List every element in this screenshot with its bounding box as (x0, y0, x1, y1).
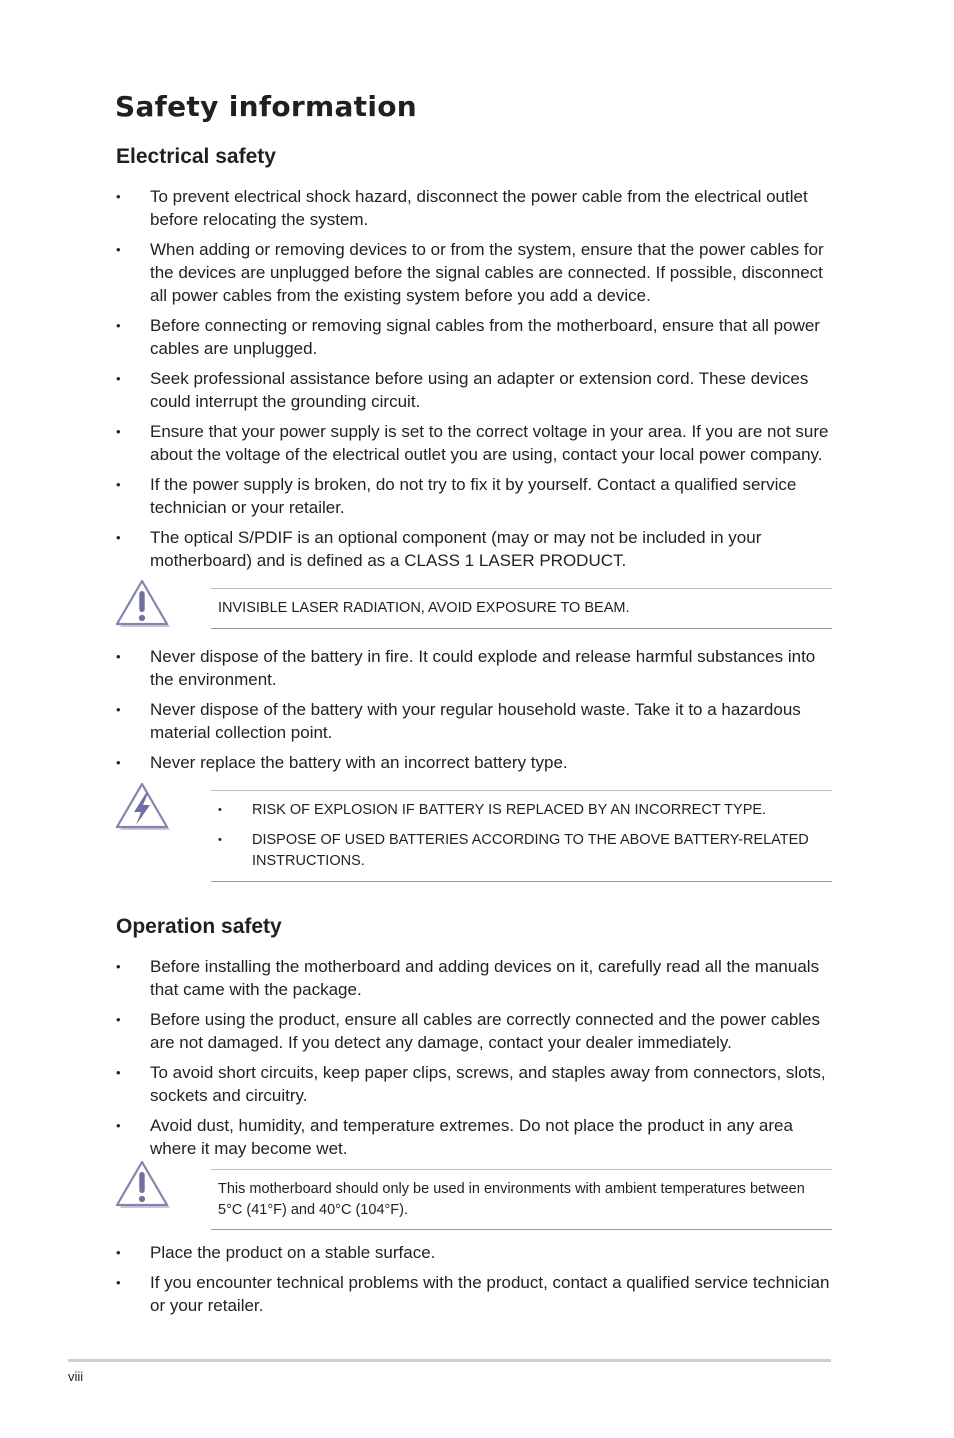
note-list-item (218, 830, 832, 872)
bullet: • (116, 755, 121, 770)
bullet: • (116, 189, 121, 204)
list-item-text: Seek professional assistance before using an adapter or extension cord. These devices could interrupt the grounding circuit. (150, 369, 809, 411)
bullet: • (116, 959, 121, 974)
list-item-text: Never dispose of the battery with your regular household waste. Take it to a hazardous material collection point. (150, 700, 801, 742)
list-item (116, 367, 836, 413)
note-box (211, 588, 832, 629)
warning-lightning-icon (112, 783, 172, 833)
list-item-text: Ensure that your power supply is set to the correct voltage in your area. If you are not sure about the voltage of the electrical outlet you are using, contact your local power company. (150, 422, 829, 464)
list-item-text: Before installing the motherboard and adding devices on it, carefully read all the manuals that came with the package. (150, 957, 820, 999)
list-item (116, 420, 836, 466)
note-text: INVISIBLE LASER RADIATION, AVOID EXPOSURE TO BEAM. (218, 600, 630, 616)
list-item (116, 645, 836, 691)
note-list-item (218, 800, 832, 821)
list-item (116, 1061, 836, 1107)
bullet: • (116, 1012, 121, 1027)
list-item (116, 1241, 836, 1264)
battery-safety-list (116, 645, 836, 781)
operation-safety-heading: Operation safety (116, 915, 282, 938)
list-item-text: Before using the product, ensure all cables are correctly connected and the power cables are not damaged. If you detect any damage, contact your dealer immediately. (150, 1010, 821, 1052)
list-item-text: Never replace the battery with an incorrect battery type. (150, 753, 568, 772)
list-item (116, 526, 836, 572)
bullet: • (116, 242, 121, 257)
electrical-safety-list (116, 185, 836, 579)
list-item (116, 185, 836, 231)
bullet: • (116, 649, 121, 664)
note-text: RISK OF EXPLOSION IF BATTERY IS REPLACED BY AN INCORRECT TYPE. (252, 802, 767, 818)
bullet: • (116, 702, 121, 717)
list-item (116, 1271, 836, 1317)
bullet: • (116, 371, 121, 386)
list-item (116, 751, 836, 774)
list-item (116, 314, 836, 360)
list-item-text: To avoid short circuits, keep paper clips, screws, and staples away from connectors, slots, sockets and circuitry. (150, 1063, 826, 1105)
bullet: • (116, 424, 121, 439)
operation-safety-list (116, 955, 836, 1167)
bullet: • (116, 1275, 121, 1290)
list-item (116, 1114, 836, 1160)
list-item-text: Place the product on a stable surface. (150, 1243, 436, 1262)
list-item (116, 238, 836, 307)
note-list (218, 800, 832, 872)
bullet: • (116, 1118, 121, 1133)
electrical-safety-heading: Electrical safety (116, 145, 276, 168)
list-item-text: Before connecting or removing signal cables from the motherboard, ensure that all power cables are unplugged. (150, 316, 820, 358)
list-item (116, 1008, 836, 1054)
bullet: • (218, 834, 222, 846)
page-title: Safety information (115, 90, 417, 123)
list-item-text: Never dispose of the battery in fire. It could explode and release harmful substances into the environment. (150, 647, 816, 689)
bullet: • (116, 477, 121, 492)
list-item-text: To prevent electrical shock hazard, disconnect the power cable from the electrical outlet before relocating the system. (150, 187, 808, 229)
list-item-text: The optical S/PDIF is an optional component (may or may not be included in your motherboard) and is defined as a CLASS 1 LASER PRODUCT. (150, 528, 762, 570)
list-item-text: If you encounter technical problems with the product, contact a qualified service technician or your retailer. (150, 1273, 830, 1315)
list-item-text: When adding or removing devices to or from the system, ensure that the power cables for the devices are unplugged before the signal cables are connected. If possible, disconnect all power cables from the existing system before you add a device. (150, 240, 824, 305)
page-number: viii (68, 1369, 84, 1384)
caution-icon (112, 580, 172, 630)
caution-icon (112, 1161, 172, 1211)
list-item (116, 698, 836, 744)
note-text: This motherboard should only be used in environments with ambient temperatures between 5°C (41°F) and 40°C (104°F). (218, 1181, 805, 1218)
bullet: • (116, 1245, 121, 1260)
bullet: • (116, 1065, 121, 1080)
note-box (211, 790, 832, 882)
bullet: • (116, 530, 121, 545)
list-item (116, 473, 836, 519)
operation-final-list (116, 1241, 836, 1324)
list-item-text: If the power supply is broken, do not try to fix it by yourself. Contact a qualified service technician or your retailer. (150, 475, 797, 517)
bullet: • (218, 804, 222, 816)
bullet: • (116, 318, 121, 333)
list-item-text: Avoid dust, humidity, and temperature extremes. Do not place the product in any area where it may become wet. (150, 1116, 793, 1158)
list-item (116, 955, 836, 1001)
footer-rule (68, 1359, 831, 1362)
note-box (211, 1169, 832, 1230)
note-text: DISPOSE OF USED BATTERIES ACCORDING TO THE ABOVE BATTERY-RELATED INSTRUCTIONS. (252, 832, 809, 869)
